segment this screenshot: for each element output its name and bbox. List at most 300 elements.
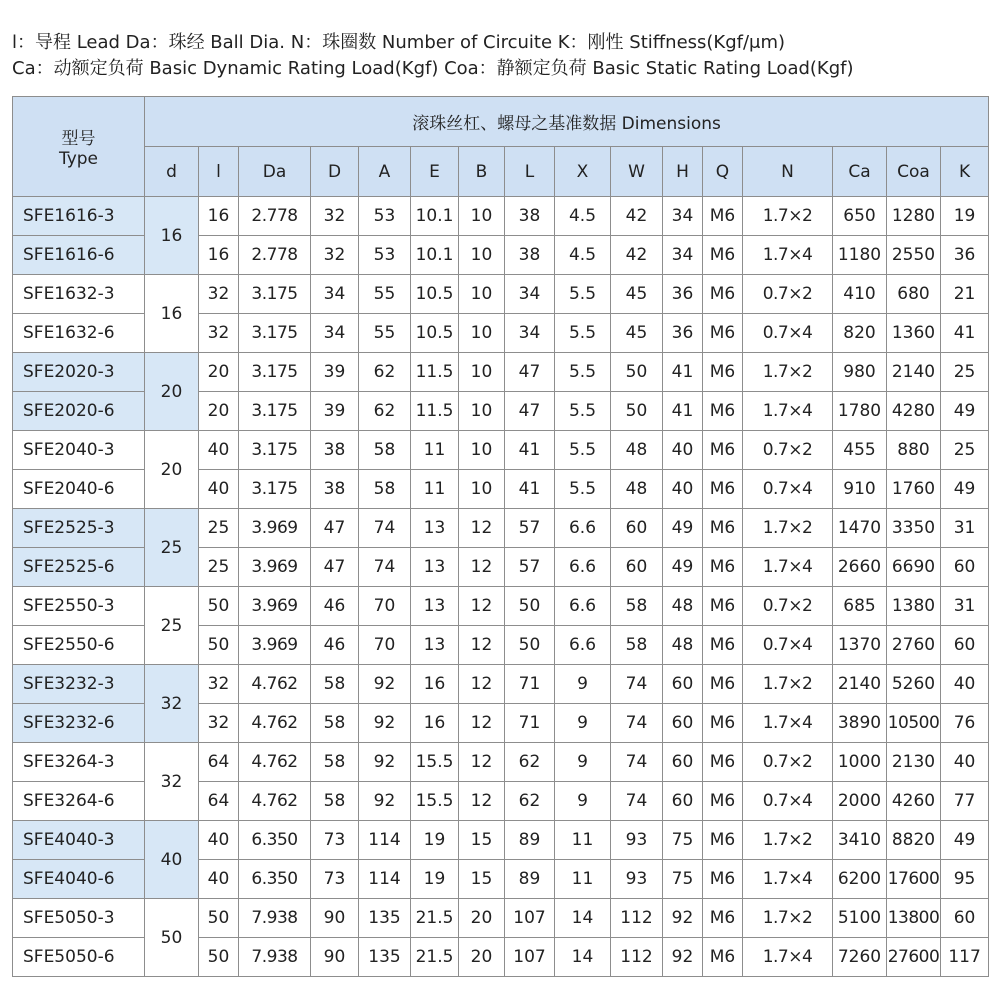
value-cell: 4260 bbox=[887, 782, 941, 821]
value-cell: 3.969 bbox=[239, 509, 311, 548]
value-cell: 60 bbox=[941, 899, 989, 938]
value-cell: 25 bbox=[199, 548, 239, 587]
value-cell: M6 bbox=[703, 899, 743, 938]
column-header-row bbox=[13, 147, 989, 197]
value-cell: 6.350 bbox=[239, 860, 311, 899]
value-cell: 11 bbox=[555, 860, 611, 899]
value-cell: 95 bbox=[941, 860, 989, 899]
value-cell: 41 bbox=[505, 431, 555, 470]
column-header: E bbox=[411, 147, 459, 197]
value-cell: 107 bbox=[505, 899, 555, 938]
value-cell: 2140 bbox=[833, 665, 887, 704]
value-cell: 21.5 bbox=[411, 899, 459, 938]
value-cell: 92 bbox=[359, 782, 411, 821]
value-cell: 71 bbox=[505, 704, 555, 743]
value-cell: 0.7×4 bbox=[743, 314, 833, 353]
value-cell: 20 bbox=[199, 392, 239, 431]
value-cell: 50 bbox=[611, 353, 663, 392]
value-cell: 4.762 bbox=[239, 704, 311, 743]
value-cell: 62 bbox=[359, 392, 411, 431]
d-cell: 20 bbox=[145, 353, 199, 431]
value-cell: 53 bbox=[359, 197, 411, 236]
value-cell: 71 bbox=[505, 665, 555, 704]
value-cell: 70 bbox=[359, 587, 411, 626]
value-cell: 10 bbox=[459, 392, 505, 431]
value-cell: 5100 bbox=[833, 899, 887, 938]
value-cell: 36 bbox=[941, 236, 989, 275]
value-cell: 60 bbox=[663, 704, 703, 743]
column-header: X bbox=[555, 147, 611, 197]
value-cell: 10 bbox=[459, 197, 505, 236]
value-cell: 74 bbox=[611, 743, 663, 782]
value-cell: 2760 bbox=[887, 626, 941, 665]
value-cell: 4.5 bbox=[555, 236, 611, 275]
value-cell: 32 bbox=[199, 704, 239, 743]
value-cell: 3.969 bbox=[239, 587, 311, 626]
value-cell: 1.7×2 bbox=[743, 899, 833, 938]
value-cell: 47 bbox=[311, 548, 359, 587]
value-cell: 49 bbox=[941, 470, 989, 509]
value-cell: 2130 bbox=[887, 743, 941, 782]
value-cell: 0.7×2 bbox=[743, 431, 833, 470]
value-cell: M6 bbox=[703, 626, 743, 665]
value-cell: 112 bbox=[611, 899, 663, 938]
value-cell: 21 bbox=[941, 275, 989, 314]
value-cell: 49 bbox=[663, 509, 703, 548]
value-cell: 70 bbox=[359, 626, 411, 665]
value-cell: M6 bbox=[703, 548, 743, 587]
value-cell: 16 bbox=[411, 704, 459, 743]
value-cell: 135 bbox=[359, 938, 411, 977]
type-cell: SFE1632-3 bbox=[13, 275, 145, 314]
value-cell: 0.7×2 bbox=[743, 275, 833, 314]
value-cell: 58 bbox=[359, 431, 411, 470]
value-cell: 0.7×4 bbox=[743, 626, 833, 665]
column-header: W bbox=[611, 147, 663, 197]
value-cell: 3.175 bbox=[239, 470, 311, 509]
value-cell: 64 bbox=[199, 782, 239, 821]
value-cell: M6 bbox=[703, 587, 743, 626]
column-header: Da bbox=[239, 147, 311, 197]
value-cell: 4.762 bbox=[239, 743, 311, 782]
table-row bbox=[13, 821, 989, 860]
value-cell: 13 bbox=[411, 626, 459, 665]
value-cell: 685 bbox=[833, 587, 887, 626]
value-cell: 3.969 bbox=[239, 626, 311, 665]
value-cell: 74 bbox=[359, 509, 411, 548]
table-body bbox=[13, 197, 989, 977]
value-cell: 41 bbox=[505, 470, 555, 509]
value-cell: 50 bbox=[199, 899, 239, 938]
value-cell: 60 bbox=[941, 626, 989, 665]
value-cell: 42 bbox=[611, 236, 663, 275]
value-cell: 48 bbox=[663, 626, 703, 665]
value-cell: 1.7×4 bbox=[743, 236, 833, 275]
value-cell: 34 bbox=[311, 275, 359, 314]
value-cell: M6 bbox=[703, 314, 743, 353]
value-cell: 62 bbox=[359, 353, 411, 392]
legend bbox=[12, 30, 992, 82]
value-cell: 40 bbox=[941, 665, 989, 704]
value-cell: 10.5 bbox=[411, 314, 459, 353]
value-cell: 36 bbox=[663, 275, 703, 314]
value-cell: 11 bbox=[555, 821, 611, 860]
value-cell: M6 bbox=[703, 509, 743, 548]
value-cell: 32 bbox=[199, 314, 239, 353]
value-cell: 10 bbox=[459, 236, 505, 275]
value-cell: 980 bbox=[833, 353, 887, 392]
value-cell: 12 bbox=[459, 704, 505, 743]
value-cell: 15.5 bbox=[411, 743, 459, 782]
value-cell: 455 bbox=[833, 431, 887, 470]
value-cell: 1280 bbox=[887, 197, 941, 236]
value-cell: 4.762 bbox=[239, 665, 311, 704]
value-cell: 1.7×2 bbox=[743, 821, 833, 860]
value-cell: 16 bbox=[199, 197, 239, 236]
value-cell: 49 bbox=[941, 821, 989, 860]
value-cell: 5.5 bbox=[555, 275, 611, 314]
value-cell: 0.7×2 bbox=[743, 743, 833, 782]
value-cell: 3.175 bbox=[239, 431, 311, 470]
value-cell: 5.5 bbox=[555, 392, 611, 431]
value-cell: 93 bbox=[611, 860, 663, 899]
table-row bbox=[13, 275, 989, 314]
value-cell: 55 bbox=[359, 314, 411, 353]
column-header: L bbox=[505, 147, 555, 197]
column-header: l bbox=[199, 147, 239, 197]
value-cell: 31 bbox=[941, 509, 989, 548]
d-cell: 16 bbox=[145, 197, 199, 275]
value-cell: 90 bbox=[311, 899, 359, 938]
column-header: d bbox=[145, 147, 199, 197]
value-cell: 1.7×2 bbox=[743, 353, 833, 392]
value-cell: 12 bbox=[459, 626, 505, 665]
value-cell: 3.175 bbox=[239, 314, 311, 353]
column-header: D bbox=[311, 147, 359, 197]
type-header-en: Type bbox=[58, 149, 99, 169]
value-cell: 40 bbox=[941, 743, 989, 782]
value-cell: M6 bbox=[703, 353, 743, 392]
value-cell: 32 bbox=[311, 236, 359, 275]
value-cell: 60 bbox=[663, 782, 703, 821]
value-cell: 40 bbox=[663, 431, 703, 470]
d-cell: 25 bbox=[145, 509, 199, 587]
value-cell: 1.7×2 bbox=[743, 665, 833, 704]
value-cell: 41 bbox=[663, 392, 703, 431]
type-cell: SFE2020-3 bbox=[13, 353, 145, 392]
type-cell: SFE5050-3 bbox=[13, 899, 145, 938]
type-header bbox=[13, 97, 145, 197]
value-cell: 13 bbox=[411, 587, 459, 626]
value-cell: 20 bbox=[199, 353, 239, 392]
value-cell: 53 bbox=[359, 236, 411, 275]
value-cell: 5.5 bbox=[555, 353, 611, 392]
value-cell: 45 bbox=[611, 314, 663, 353]
value-cell: 15 bbox=[459, 860, 505, 899]
value-cell: 9 bbox=[555, 782, 611, 821]
value-cell: 14 bbox=[555, 899, 611, 938]
value-cell: 880 bbox=[887, 431, 941, 470]
value-cell: 12 bbox=[459, 743, 505, 782]
value-cell: 57 bbox=[505, 509, 555, 548]
value-cell: 73 bbox=[311, 860, 359, 899]
value-cell: 58 bbox=[611, 626, 663, 665]
value-cell: 50 bbox=[199, 626, 239, 665]
value-cell: 2550 bbox=[887, 236, 941, 275]
value-cell: 10 bbox=[459, 353, 505, 392]
value-cell: 40 bbox=[199, 821, 239, 860]
value-cell: M6 bbox=[703, 665, 743, 704]
d-cell: 25 bbox=[145, 587, 199, 665]
value-cell: 31 bbox=[941, 587, 989, 626]
value-cell: 2.778 bbox=[239, 236, 311, 275]
value-cell: M6 bbox=[703, 860, 743, 899]
value-cell: 60 bbox=[663, 665, 703, 704]
value-cell: 64 bbox=[199, 743, 239, 782]
value-cell: 50 bbox=[199, 938, 239, 977]
value-cell: 1000 bbox=[833, 743, 887, 782]
value-cell: 21.5 bbox=[411, 938, 459, 977]
value-cell: 20 bbox=[459, 899, 505, 938]
value-cell: 58 bbox=[311, 743, 359, 782]
value-cell: 58 bbox=[359, 470, 411, 509]
value-cell: 36 bbox=[663, 314, 703, 353]
value-cell: 4280 bbox=[887, 392, 941, 431]
value-cell: 40 bbox=[199, 431, 239, 470]
column-header: Ca bbox=[833, 147, 887, 197]
d-cell: 32 bbox=[145, 743, 199, 821]
value-cell: 48 bbox=[611, 470, 663, 509]
table-row bbox=[13, 665, 989, 704]
value-cell: 4.5 bbox=[555, 197, 611, 236]
value-cell: 58 bbox=[311, 782, 359, 821]
value-cell: 47 bbox=[311, 509, 359, 548]
value-cell: 10.1 bbox=[411, 197, 459, 236]
table-row bbox=[13, 353, 989, 392]
type-header-cn: 型号 bbox=[61, 129, 96, 149]
type-cell: SFE1616-6 bbox=[13, 236, 145, 275]
value-cell: 1780 bbox=[833, 392, 887, 431]
value-cell: 74 bbox=[611, 704, 663, 743]
value-cell: M6 bbox=[703, 197, 743, 236]
value-cell: 1.7×4 bbox=[743, 860, 833, 899]
column-header: N bbox=[743, 147, 833, 197]
d-cell: 16 bbox=[145, 275, 199, 353]
value-cell: 6.6 bbox=[555, 626, 611, 665]
value-cell: M6 bbox=[703, 782, 743, 821]
value-cell: M6 bbox=[703, 743, 743, 782]
value-cell: 7260 bbox=[833, 938, 887, 977]
value-cell: 135 bbox=[359, 899, 411, 938]
value-cell: 90 bbox=[311, 938, 359, 977]
value-cell: 45 bbox=[611, 275, 663, 314]
value-cell: 1.7×4 bbox=[743, 938, 833, 977]
value-cell: 2660 bbox=[833, 548, 887, 587]
value-cell: M6 bbox=[703, 821, 743, 860]
d-cell: 50 bbox=[145, 899, 199, 977]
value-cell: 19 bbox=[941, 197, 989, 236]
value-cell: 34 bbox=[505, 314, 555, 353]
value-cell: 50 bbox=[505, 626, 555, 665]
value-cell: 5.5 bbox=[555, 470, 611, 509]
value-cell: M6 bbox=[703, 704, 743, 743]
value-cell: 6.6 bbox=[555, 509, 611, 548]
value-cell: 10 bbox=[459, 431, 505, 470]
value-cell: 38 bbox=[505, 236, 555, 275]
value-cell: 92 bbox=[359, 704, 411, 743]
value-cell: 10.5 bbox=[411, 275, 459, 314]
value-cell: 62 bbox=[505, 743, 555, 782]
value-cell: 11.5 bbox=[411, 392, 459, 431]
type-cell: SFE2525-3 bbox=[13, 509, 145, 548]
value-cell: 10 bbox=[459, 275, 505, 314]
value-cell: 820 bbox=[833, 314, 887, 353]
value-cell: 12 bbox=[459, 548, 505, 587]
value-cell: 41 bbox=[663, 353, 703, 392]
value-cell: 49 bbox=[941, 392, 989, 431]
value-cell: 1380 bbox=[887, 587, 941, 626]
value-cell: 117 bbox=[941, 938, 989, 977]
value-cell: 13 bbox=[411, 509, 459, 548]
value-cell: 34 bbox=[663, 197, 703, 236]
value-cell: 93 bbox=[611, 821, 663, 860]
value-cell: 1760 bbox=[887, 470, 941, 509]
type-cell: SFE3232-3 bbox=[13, 665, 145, 704]
type-cell: SFE2550-3 bbox=[13, 587, 145, 626]
value-cell: 12 bbox=[459, 509, 505, 548]
value-cell: 6.6 bbox=[555, 587, 611, 626]
value-cell: 11.5 bbox=[411, 353, 459, 392]
value-cell: 41 bbox=[941, 314, 989, 353]
value-cell: 75 bbox=[663, 821, 703, 860]
dimensions-header: 滚珠丝杠、螺母之基准数据 Dimensions bbox=[145, 97, 989, 147]
value-cell: 1.7×4 bbox=[743, 548, 833, 587]
value-cell: 7.938 bbox=[239, 899, 311, 938]
value-cell: 1.7×4 bbox=[743, 704, 833, 743]
value-cell: 6.350 bbox=[239, 821, 311, 860]
value-cell: 6690 bbox=[887, 548, 941, 587]
value-cell: 0.7×4 bbox=[743, 470, 833, 509]
value-cell: 58 bbox=[611, 587, 663, 626]
value-cell: 107 bbox=[505, 938, 555, 977]
type-cell: SFE2040-6 bbox=[13, 470, 145, 509]
value-cell: 74 bbox=[611, 782, 663, 821]
type-cell: SFE2525-6 bbox=[13, 548, 145, 587]
value-cell: 76 bbox=[941, 704, 989, 743]
value-cell: 16 bbox=[411, 665, 459, 704]
value-cell: 9 bbox=[555, 743, 611, 782]
type-cell: SFE1632-6 bbox=[13, 314, 145, 353]
type-cell: SFE1616-3 bbox=[13, 197, 145, 236]
value-cell: 7.938 bbox=[239, 938, 311, 977]
value-cell: 112 bbox=[611, 938, 663, 977]
value-cell: 32 bbox=[199, 275, 239, 314]
value-cell: 1.7×2 bbox=[743, 509, 833, 548]
value-cell: 15.5 bbox=[411, 782, 459, 821]
value-cell: 1180 bbox=[833, 236, 887, 275]
value-cell: 1470 bbox=[833, 509, 887, 548]
value-cell: 5.5 bbox=[555, 314, 611, 353]
value-cell: 92 bbox=[359, 665, 411, 704]
column-header: Q bbox=[703, 147, 743, 197]
value-cell: 19 bbox=[411, 821, 459, 860]
value-cell: 62 bbox=[505, 782, 555, 821]
value-cell: 0.7×2 bbox=[743, 587, 833, 626]
value-cell: 74 bbox=[359, 548, 411, 587]
value-cell: M6 bbox=[703, 938, 743, 977]
value-cell: M6 bbox=[703, 470, 743, 509]
table-row bbox=[13, 197, 989, 236]
value-cell: 1.7×2 bbox=[743, 197, 833, 236]
value-cell: M6 bbox=[703, 431, 743, 470]
type-cell: SFE2040-3 bbox=[13, 431, 145, 470]
value-cell: 25 bbox=[199, 509, 239, 548]
value-cell: 3890 bbox=[833, 704, 887, 743]
value-cell: 8820 bbox=[887, 821, 941, 860]
value-cell: 3.969 bbox=[239, 548, 311, 587]
value-cell: 12 bbox=[459, 665, 505, 704]
value-cell: 1360 bbox=[887, 314, 941, 353]
value-cell: 2000 bbox=[833, 782, 887, 821]
value-cell: 5.5 bbox=[555, 431, 611, 470]
value-cell: 4.762 bbox=[239, 782, 311, 821]
value-cell: 910 bbox=[833, 470, 887, 509]
value-cell: 47 bbox=[505, 353, 555, 392]
value-cell: 60 bbox=[941, 548, 989, 587]
column-header: Coa bbox=[887, 147, 941, 197]
value-cell: 60 bbox=[611, 509, 663, 548]
value-cell: 2140 bbox=[887, 353, 941, 392]
table-row bbox=[13, 587, 989, 626]
table-row bbox=[13, 509, 989, 548]
value-cell: 75 bbox=[663, 860, 703, 899]
type-cell: SFE2020-6 bbox=[13, 392, 145, 431]
type-cell: SFE2550-6 bbox=[13, 626, 145, 665]
value-cell: 10500 bbox=[887, 704, 941, 743]
dimensions-table bbox=[12, 96, 989, 977]
value-cell: 3.175 bbox=[239, 392, 311, 431]
value-cell: 60 bbox=[663, 743, 703, 782]
value-cell: 27600 bbox=[887, 938, 941, 977]
value-cell: 55 bbox=[359, 275, 411, 314]
legend-line-1: l：导程 Lead Da：珠经 Ball Dia. N：珠圈数 Number of Circuite K：刚性 Stiffness(Kgf/μm) bbox=[12, 32, 786, 53]
value-cell: 92 bbox=[663, 938, 703, 977]
value-cell: 14 bbox=[555, 938, 611, 977]
d-cell: 20 bbox=[145, 431, 199, 509]
value-cell: 114 bbox=[359, 821, 411, 860]
value-cell: 50 bbox=[505, 587, 555, 626]
value-cell: 49 bbox=[663, 548, 703, 587]
value-cell: 34 bbox=[505, 275, 555, 314]
value-cell: 89 bbox=[505, 821, 555, 860]
value-cell: 12 bbox=[459, 587, 505, 626]
value-cell: 42 bbox=[611, 197, 663, 236]
value-cell: 3410 bbox=[833, 821, 887, 860]
value-cell: 10.1 bbox=[411, 236, 459, 275]
value-cell: 40 bbox=[663, 470, 703, 509]
value-cell: 12 bbox=[459, 782, 505, 821]
value-cell: 1370 bbox=[833, 626, 887, 665]
value-cell: 34 bbox=[663, 236, 703, 275]
value-cell: 650 bbox=[833, 197, 887, 236]
value-cell: 13 bbox=[411, 548, 459, 587]
value-cell: 39 bbox=[311, 392, 359, 431]
value-cell: 60 bbox=[611, 548, 663, 587]
value-cell: M6 bbox=[703, 275, 743, 314]
type-cell: SFE4040-6 bbox=[13, 860, 145, 899]
value-cell: 11 bbox=[411, 470, 459, 509]
value-cell: 15 bbox=[459, 821, 505, 860]
